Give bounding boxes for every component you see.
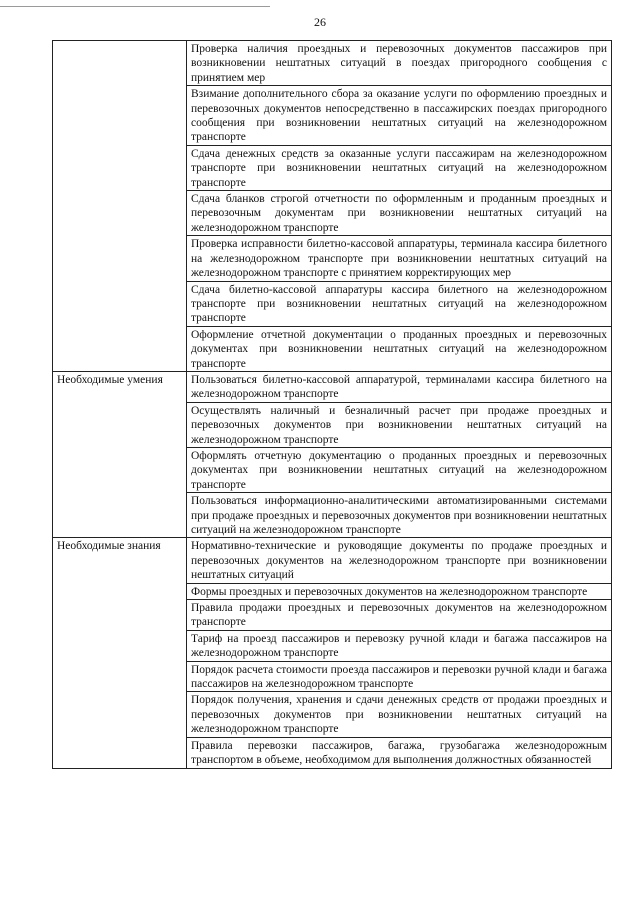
- table-cell: Порядок получения, хранения и сдачи денежных средств от продажи проездных и перевозочных документов при возникновении нештатных ситуаций на железнодорожном транспорте: [187, 692, 612, 737]
- table-cell: Правила продажи проездных и перевозочных документов на железнодорожном транспорте: [187, 600, 612, 631]
- table-cell: Оформлять отчетную документацию о проданных проездных и перевозочных документах при возникновении нештатных ситуаций на железнодорожном транспорте: [187, 447, 612, 492]
- table-cell: Взимание дополнительного сбора за оказание услуги по оформлению проездных и перевозочных документов непосредственно в пассажирских поездах пригородного сообщения при возникновении нештатных ситуаций на железнодорожном транспорте: [187, 86, 612, 146]
- table-cell: Сдача бланков строгой отчетности по оформленным и проданным проездных и перевозочным документам при возникновении нештатных ситуаций на железнодорожном транспорте: [187, 191, 612, 236]
- header-rule: [0, 6, 270, 7]
- table-cell: Тариф на проезд пассажиров и перевозку ручной клади и багажа пассажиров на железнодорожном транспорте: [187, 630, 612, 661]
- table-cell: Пользоваться информационно-аналитическими автоматизированными системами при продаже проездных и перевозочных документов при возникновении нештатных ситуаций на железнодорожном транспорте: [187, 493, 612, 538]
- table-row: [53, 41, 612, 86]
- section-label-knowledge: Необходимые знания: [53, 538, 187, 768]
- table-cell: Пользоваться билетно-кассовой аппаратурой, терминалами кассира билетного на железнодорожном транспорте: [187, 371, 612, 402]
- table-cell: Формы проездных и перевозочных документов на железнодорожном транспорте: [187, 583, 612, 599]
- table-cell: Оформление отчетной документации о проданных проездных и перевозочных документах при возникновении нештатных ситуаций на железнодорожном транспорте: [187, 326, 612, 371]
- table-cell: Проверка наличия проездных и перевозочных документов пассажиров при возникновении нештатных ситуаций в поездах пригородного сообщения с принятием мер: [187, 41, 612, 86]
- section-label-skills: Необходимые умения: [53, 371, 187, 537]
- row-label: [53, 41, 187, 372]
- table-cell: Сдача денежных средств за оказанные услуги пассажирам на железнодорожном транспорте при возникновении нештатных ситуаций на железнодорожном транспорте: [187, 145, 612, 190]
- table-cell: Сдача билетно-кассовой аппаратуры кассира билетного на железнодорожном транспорте при возникновении нештатных ситуаций на железнодорожном транспорте: [187, 281, 612, 326]
- competency-table: [52, 40, 612, 769]
- table-cell: Нормативно-технические и руководящие документы по продаже проездных и перевозочных документов на железнодорожном транспорте при возникновении нештатных ситуаций: [187, 538, 612, 583]
- table-row: [53, 371, 612, 402]
- table-cell: Проверка исправности билетно-кассовой аппаратуры, терминала кассира билетного на железнодорожном транспорте при возникновении нештатных ситуаций на железнодорожном транспорте с принятием корректирующих мер: [187, 236, 612, 281]
- table-row: [53, 538, 612, 583]
- table-cell: Осуществлять наличный и безналичный расчет при продаже проездных и перевозочных документов при возникновении нештатных ситуаций на железнодорожном транспорте: [187, 402, 612, 447]
- table-cell: Порядок расчета стоимости проезда пассажиров и перевозки ручной клади и багажа пассажиров на железнодорожном транспорте: [187, 661, 612, 692]
- page-number: 26: [314, 15, 326, 29]
- table-cell: Правила перевозки пассажиров, багажа, грузобагажа железнодорожным транспортом в объеме, необходимом для выполнения должностных обязанностей: [187, 737, 612, 768]
